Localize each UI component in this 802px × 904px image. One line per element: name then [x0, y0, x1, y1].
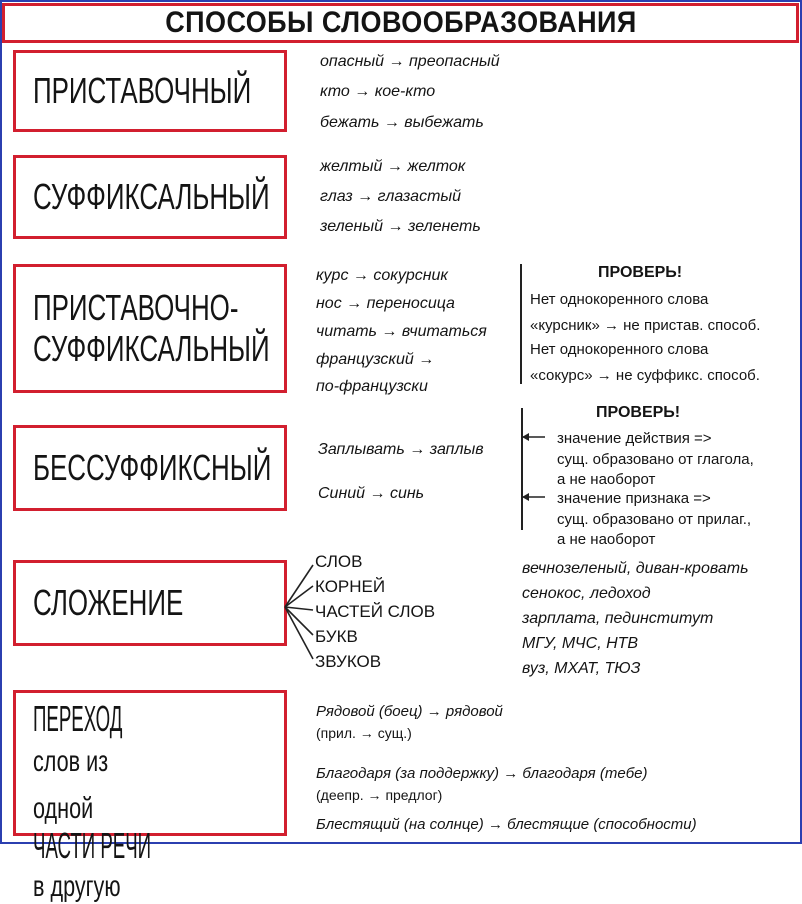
method-label-part: одной — [33, 791, 94, 825]
example-result: переносица — [366, 295, 455, 312]
compounding-branches — [315, 549, 435, 674]
arrow-icon: → — [357, 188, 374, 205]
example-source: Заплывать — [318, 441, 405, 458]
example-row — [320, 113, 484, 133]
arrow-icon: → — [487, 816, 503, 833]
example-result: выбежать — [404, 114, 484, 131]
example-source: кто — [320, 83, 350, 100]
arrow-icon: → — [369, 485, 386, 502]
method-label-part: слов из — [33, 745, 109, 779]
example-source: Благодаря — [316, 765, 391, 782]
method-label-line: СУФФИКСАЛЬНЫЙ — [33, 327, 270, 369]
method-compounding-label: СЛОЖЕНИЕ — [33, 581, 184, 623]
example-source: глаз — [320, 188, 353, 205]
example-note: (боец) — [378, 703, 423, 720]
check-note: Нет однокоренного слова — [530, 291, 709, 308]
example-row — [316, 294, 455, 314]
example-row — [320, 187, 461, 207]
example-result: рядовой — [445, 703, 503, 720]
method-zero-suffix-box — [13, 425, 287, 511]
arrow-icon: → — [503, 765, 519, 782]
method-zero-suffix-label: БЕССУФФИКСНЫЙ — [33, 446, 272, 488]
arrow-icon: → — [387, 218, 404, 235]
check-note: Нет однокоренного слова — [530, 341, 709, 358]
example-source: опасный — [320, 53, 385, 70]
example-row — [316, 702, 503, 722]
divider-line — [520, 264, 522, 384]
branch-item: БУКВ — [315, 627, 358, 646]
method-prefix-suffix-label — [33, 288, 362, 369]
example-source: французский — [316, 351, 414, 368]
arrow-icon: → — [354, 83, 371, 100]
method-compounding-box — [13, 560, 287, 646]
method-conversion-label — [33, 699, 261, 904]
method-prefix-label: ПРИСТАВОЧНЫЙ — [33, 69, 252, 111]
example-source: зеленый — [320, 218, 384, 235]
title-box — [2, 3, 799, 43]
check-note: значение действия => — [557, 430, 712, 447]
check-heading: ПРОВЕРЬ! — [596, 404, 681, 421]
example-note: (способности) — [593, 816, 697, 833]
example-result: по-французски — [316, 378, 428, 395]
example-result: преопасный — [408, 53, 500, 70]
example-row — [316, 350, 434, 370]
method-suffix-box — [13, 155, 287, 239]
example-row — [316, 322, 487, 342]
arrow-icon: → — [346, 295, 363, 312]
example-result: блестящие — [507, 816, 590, 833]
branch-item: ЗВУКОВ — [315, 652, 382, 671]
arrow-icon: → — [388, 53, 405, 70]
check-note: сущ. образовано от глагола, — [557, 451, 754, 468]
page-title: СПОСОБЫ СЛОВООБРАЗОВАНИЯ — [164, 6, 637, 39]
example-row — [318, 440, 484, 460]
example-note: (за поддержку) — [395, 765, 500, 782]
arrow-icon: → — [426, 703, 442, 720]
example-row — [320, 52, 500, 72]
arrow-icon: → — [386, 158, 403, 175]
example-result: вчитаться — [401, 323, 487, 340]
compound-example: сенокос, ледоход — [522, 585, 651, 602]
method-label-line: ПРИСТАВОЧНО- — [33, 287, 239, 329]
example-source: Блестящий — [316, 816, 400, 833]
example-row — [316, 815, 697, 835]
example-row — [316, 266, 448, 286]
arrow-icon: → — [352, 267, 369, 284]
method-label-part: ПЕРЕХОД — [33, 698, 123, 739]
example-source: Рядовой — [316, 703, 375, 720]
arrow-icon: → — [383, 114, 400, 131]
example-result: зеленеть — [407, 218, 481, 235]
check-note: «сокурс» → не суффикс. способ. — [530, 367, 760, 384]
example-result: заплыв — [429, 441, 484, 458]
example-row — [316, 377, 428, 397]
example-result: глазастый — [377, 188, 462, 205]
example-source: Синий — [318, 485, 366, 502]
arrow-icon: → — [381, 323, 398, 340]
compound-example: вуз, МХАТ, ТЮЗ — [522, 660, 641, 677]
example-result: синь — [389, 485, 425, 502]
example-source: нос — [316, 295, 342, 312]
example-source: желтый — [320, 158, 383, 175]
compound-example: вечнозеленый, диван-кровать — [522, 560, 749, 577]
method-conversion-box — [13, 690, 287, 904]
check-note: сущ. образовано от прилаг., — [557, 511, 752, 528]
example-row — [320, 157, 465, 177]
check-note: «курсник» → не пристав. способ. — [530, 317, 761, 334]
pos-note: (деепр. → предлог) — [316, 787, 443, 803]
compound-example: зарплата, пединститут — [522, 610, 714, 627]
example-note: (тебе) — [599, 765, 648, 782]
arrow-icon: → — [418, 351, 435, 368]
example-row — [320, 82, 435, 102]
example-result: кое-кто — [374, 83, 436, 100]
method-prefix-box — [13, 50, 287, 132]
check-note: а не наоборот — [557, 531, 656, 548]
example-row — [318, 484, 424, 504]
arrow-icon: → — [409, 441, 426, 458]
example-source: курс — [316, 267, 349, 284]
method-label-part: в другую — [33, 870, 121, 904]
method-suffix-label: СУФФИКСАЛЬНЫЙ — [33, 175, 270, 217]
example-note: (на солнце) — [403, 816, 484, 833]
example-result: сокурсник — [373, 267, 448, 284]
check-note: а не наоборот — [557, 471, 656, 488]
branch-item: КОРНЕЙ — [315, 577, 386, 596]
example-source: бежать — [320, 114, 380, 131]
example-row — [316, 764, 647, 784]
branch-item: ЧАСТЕЙ СЛОВ — [315, 602, 436, 621]
pos-note: (прил. → сущ.) — [316, 725, 412, 741]
example-result: желток — [407, 158, 466, 175]
branch-item: СЛОВ — [315, 552, 363, 571]
example-result: благодаря — [522, 765, 596, 782]
example-source: читать — [316, 323, 377, 340]
method-label-part: ЧАСТИ РЕЧИ — [33, 824, 152, 866]
compound-example: МГУ, МЧС, НТВ — [522, 635, 639, 652]
check-note: значение признака => — [557, 490, 711, 507]
check-heading: ПРОВЕРЬ! — [598, 264, 683, 281]
method-prefix-suffix-box — [13, 264, 287, 393]
example-row — [320, 217, 481, 237]
